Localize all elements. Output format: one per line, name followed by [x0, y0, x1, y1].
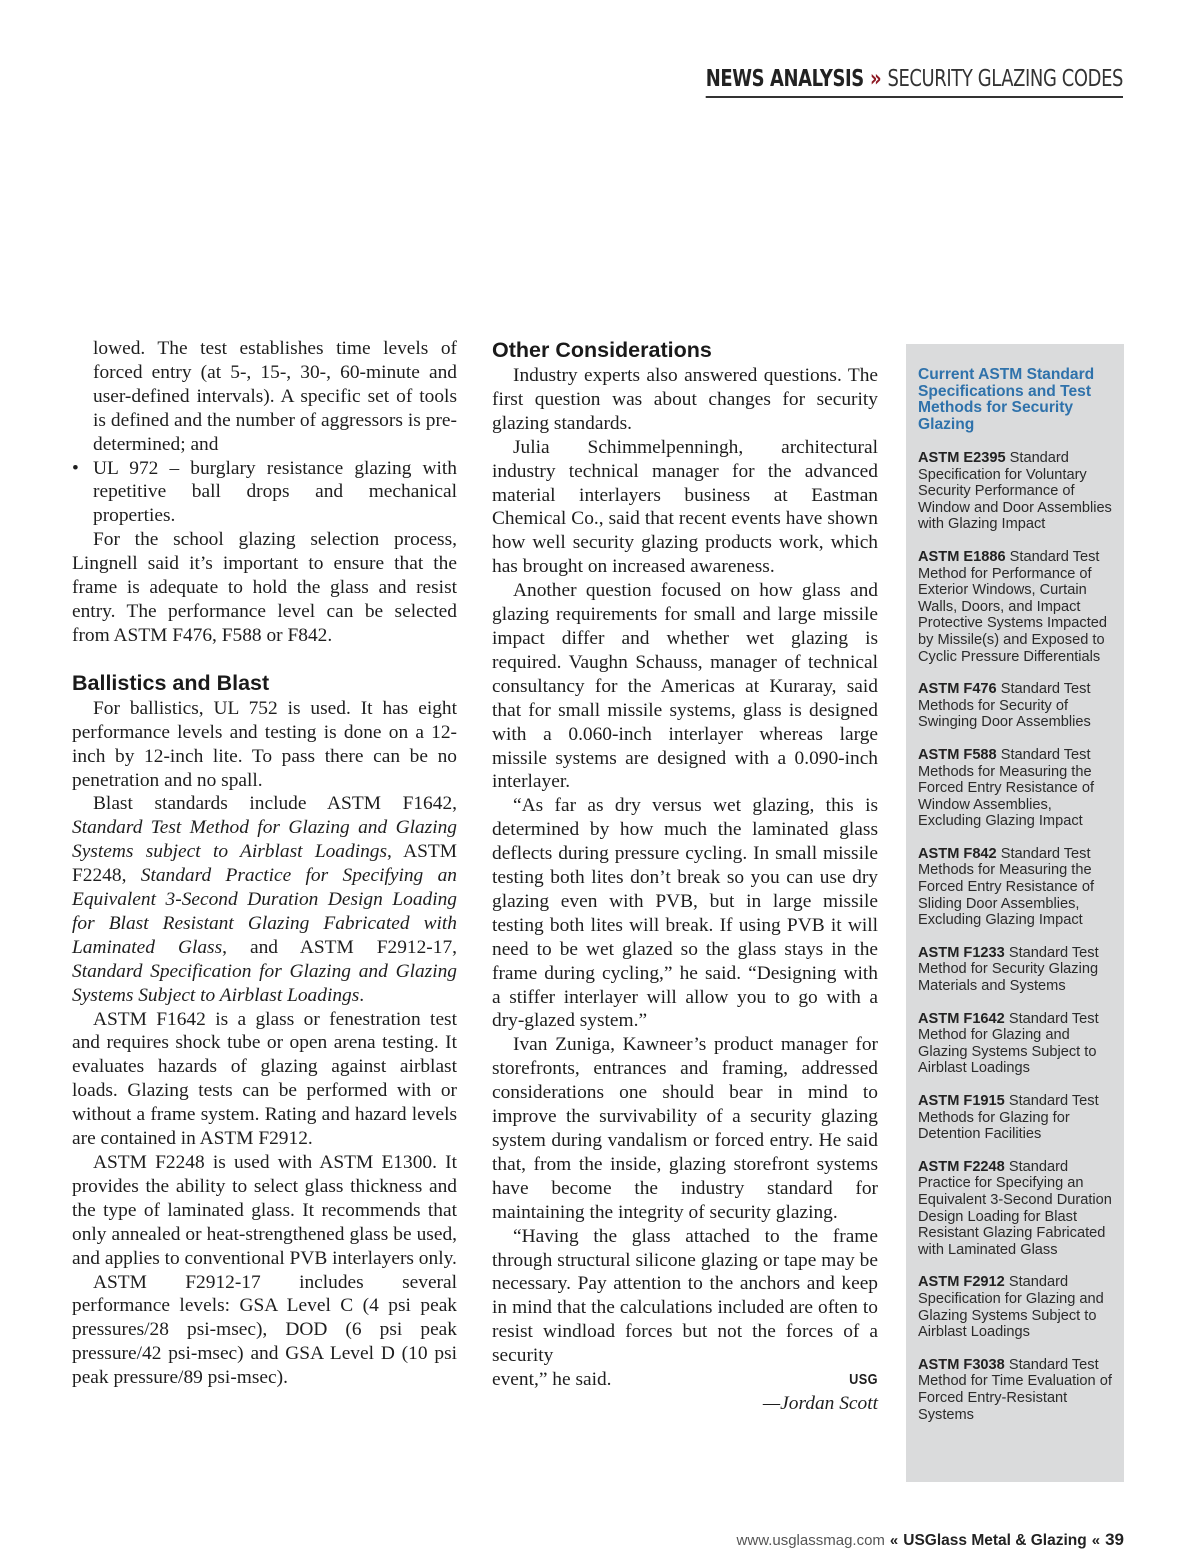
standard-code: ASTM F1233	[918, 944, 1005, 961]
closing-text: event,” he said.	[492, 1369, 612, 1391]
sidebar-entry	[918, 945, 1114, 995]
standard-code: ASTM F1915	[918, 1093, 1005, 1109]
article-column-1	[72, 337, 457, 1390]
sidebar-entry	[918, 747, 1114, 830]
standard-desc: Standard Specification for Voluntary Security Performance of Window and Door Assemblies with Glazing Impact	[918, 450, 1112, 533]
header-arrows-icon: »	[870, 66, 882, 92]
sidebar-entry	[918, 1011, 1114, 1077]
paragraph-blast-standards	[72, 792, 457, 1007]
standard-title: Standard Specification for Glazing and Glazing Systems Subject to Airblast Loadings	[72, 960, 457, 1006]
standard-code: ASTM F588	[918, 746, 997, 763]
standard-code: ASTM F2248	[918, 1158, 1005, 1175]
list-item	[72, 457, 457, 529]
article-column-2	[492, 337, 878, 1416]
heading-ballistics-and-blast: Ballistics and Blast	[72, 670, 270, 695]
standard-code: ASTM F1642	[918, 1010, 1005, 1027]
text-run: Blast standards include ASTM F1642,	[93, 793, 457, 815]
standard-code: ASTM F476	[918, 681, 997, 698]
standard-desc: Standard Practice for Specifying an Equivalent 3-Second Duration Design Loading for Blast Resistant Glazing Fabricated with Laminated Glass	[918, 1158, 1112, 1258]
paragraph: lowed. The test establishes time levels of forced entry (at 5-, 15-, 30-, 60-minute and user-defined intervals). A specific set of tools is defined and the number of aggressors is pre-determined; and	[93, 338, 457, 455]
paragraph: For ballistics, UL 752 is used. It has eight performance levels and testing is done on a 12-inch by 12-inch lite. To pass there can be no penetration and no spall.	[72, 697, 457, 791]
standard-desc: Standard Test Method for Time Evaluation of Forced Entry-Resistant Systems	[918, 1356, 1112, 1423]
sidebar-title: Current ASTM Standard Specifications and Test Methods for Security Glazing	[918, 366, 1095, 433]
paragraph: Julia Schimmelpenningh, architectural industry technical manager for the advanced material interlayers business at Eastman Chemical Co., said that recent events have shown how well security glazing products work, which has brought on increased awareness.	[492, 436, 878, 578]
sidebar-entry	[918, 846, 1114, 929]
sidebar-entry	[918, 1357, 1114, 1423]
closing-line	[492, 1368, 878, 1392]
paragraph: ASTM F2912-17 includes several performance levels: GSA Level C (4 psi peak pressures/28 psi-msec), DOD (6 psi peak pressure/42 psi-msec) and GSA Level D (10 psi peak pressure/89 psi-msec).	[72, 1271, 457, 1389]
text-run: , ASTM F2248,	[72, 841, 458, 887]
end-mark: USG	[849, 1371, 878, 1389]
standard-code: ASTM E1886	[918, 548, 1006, 565]
standard-title: Standard Practice for Specifying an Equivalent 3-Second Duration Design Loading for Blast Resistant Glazing Fabricated with Laminated Glass	[72, 865, 457, 958]
header-topic: SECURITY GLAZING CODES	[887, 66, 1123, 92]
paragraph: Industry experts also answered questions. The first question was about changes for security glazing standards.	[492, 365, 878, 434]
standard-title: Standard Test Method for Glazing and Glazing Systems subject to Airblast Loadings	[72, 817, 457, 863]
standard-desc: Standard Test Method for Performance of Exterior Windows, Curtain Walls, Doors, and Impact Protective Systems Impacted by Missile(s) and Exposed to Cyclic Pressure Differentials	[918, 548, 1107, 665]
standard-desc: Standard Test Method for Glazing and Glazing Systems Subject to Airblast Loadings	[918, 1010, 1099, 1077]
sidebar-entry	[918, 681, 1114, 731]
list-item-text: UL 972 – burglary resistance glazing with repetitive ball drops and mechanical properties.	[93, 457, 457, 527]
sidebar-entry	[918, 1274, 1114, 1340]
paragraph: ASTM F1642 is a glass or fenestration test and requires shock tube or open arena testing. It evaluates hazards of glazing against airblast loads. Glazing tests can be performed with or without a frame system. Rating and hazard levels are contained in ASTM F2912.	[72, 1008, 457, 1150]
standard-code: ASTM F2912	[918, 1274, 1005, 1291]
standard-code: ASTM F842	[918, 845, 997, 862]
chevron-left-icon: «	[1091, 1532, 1101, 1549]
sidebar-entry	[918, 1093, 1114, 1143]
running-header	[706, 66, 1123, 98]
header-section: NEWS ANALYSIS	[705, 66, 864, 92]
footer-url: www.usglassmag.com	[736, 1532, 885, 1549]
standard-desc: Standard Test Method for Security Glazing Materials and Systems	[918, 944, 1099, 995]
bullet-icon: •	[72, 457, 79, 479]
standard-desc: Standard Test Methods for Measuring the Forced Entry Resistance of Window Assemblies, Excluding Glazing Impact	[918, 746, 1095, 830]
heading-other-considerations: Other Considerations	[492, 338, 712, 362]
standard-desc: Standard Test Methods for Security of Swinging Door Assemblies	[918, 681, 1091, 731]
bullet-list	[72, 457, 457, 529]
magazine-name: USGlass Metal & Glazing	[903, 1532, 1087, 1549]
standard-code: ASTM E2395	[918, 450, 1006, 466]
paragraph: Another question focused on how glass and glazing requirements for small and large missile impact differ and whether wet glazing is required. Vaughn Schauss, manager of technical consultancy for the Americas at Kuraray, said that for small missile systems, glass is designed with a 0.060-inch interlayer whereas large missile systems are designed with a 0.090-inch interlayer.	[492, 580, 878, 793]
paragraph: For the school glazing selection process, Lingnell said it’s important to ensure that the frame is adequate to hold the glass and resist entry. The performance level can be selected from ASTM F476, F588 or F842.	[72, 529, 457, 646]
sidebar-entry	[918, 1159, 1114, 1259]
sidebar-entry	[918, 549, 1114, 665]
page-footer	[737, 1530, 1124, 1550]
paragraph: “As far as dry versus wet glazing, this is determined by how much the laminated glass deflects during pressure cycling. In small missile testing both lites don’t break so you can use dry glazing even with PVB, but in large missile testing both lites will break. If using PVB it will need to be wet glazed so the glass stays in the frame during cycling,” he said. “Designing with a stiffer interlayer will allow you to go with a dry-glazed system.”	[492, 795, 878, 1032]
astm-sidebar	[906, 344, 1124, 1482]
sidebar-entry	[918, 450, 1114, 533]
standard-desc: Standard Specification for Glazing and Glazing Systems Subject to Airblast Loadings	[918, 1274, 1104, 1341]
text-run: , and ASTM F2912-17,	[222, 936, 457, 958]
paragraph: Ivan Zuniga, Kawneer’s product manager for storefronts, entrances and framing, addressed considerations one should bear in mind to improve the survivability of a security glazing system during vandalism or forced entry. He said that, from the inside, glazing storefront systems have become the industry standard for maintaining the integrity of security glazing.	[492, 1034, 878, 1223]
paragraph: ASTM F2248 is used with ASTM E1300. It provides the ability to select glass thickness and the type of laminated glass. It recommends that only annealed or heat-strengthened glass be used, and applies to conventional PVB interlayers only.	[72, 1152, 457, 1269]
text-run: .	[359, 984, 365, 1006]
standard-code: ASTM F3038	[918, 1356, 1005, 1373]
standard-desc: Standard Test Methods for Measuring the Forced Entry Resistance of Sliding Door Assemblies, Excluding Glazing Impact	[918, 845, 1095, 929]
standard-desc: Standard Test Methods for Glazing for Detention Facilities	[918, 1093, 1099, 1143]
chevron-left-icon: «	[889, 1532, 899, 1549]
paragraph: “Having the glass attached to the frame through structural silicone glazing or tape may be necessary. Pay attention to the anchors and keep in mind that the calculations included are often to resist windload forces but not the forces of a security	[492, 1225, 878, 1367]
byline: —Jordan Scott	[762, 1392, 878, 1414]
page-number: 39	[1105, 1530, 1124, 1549]
